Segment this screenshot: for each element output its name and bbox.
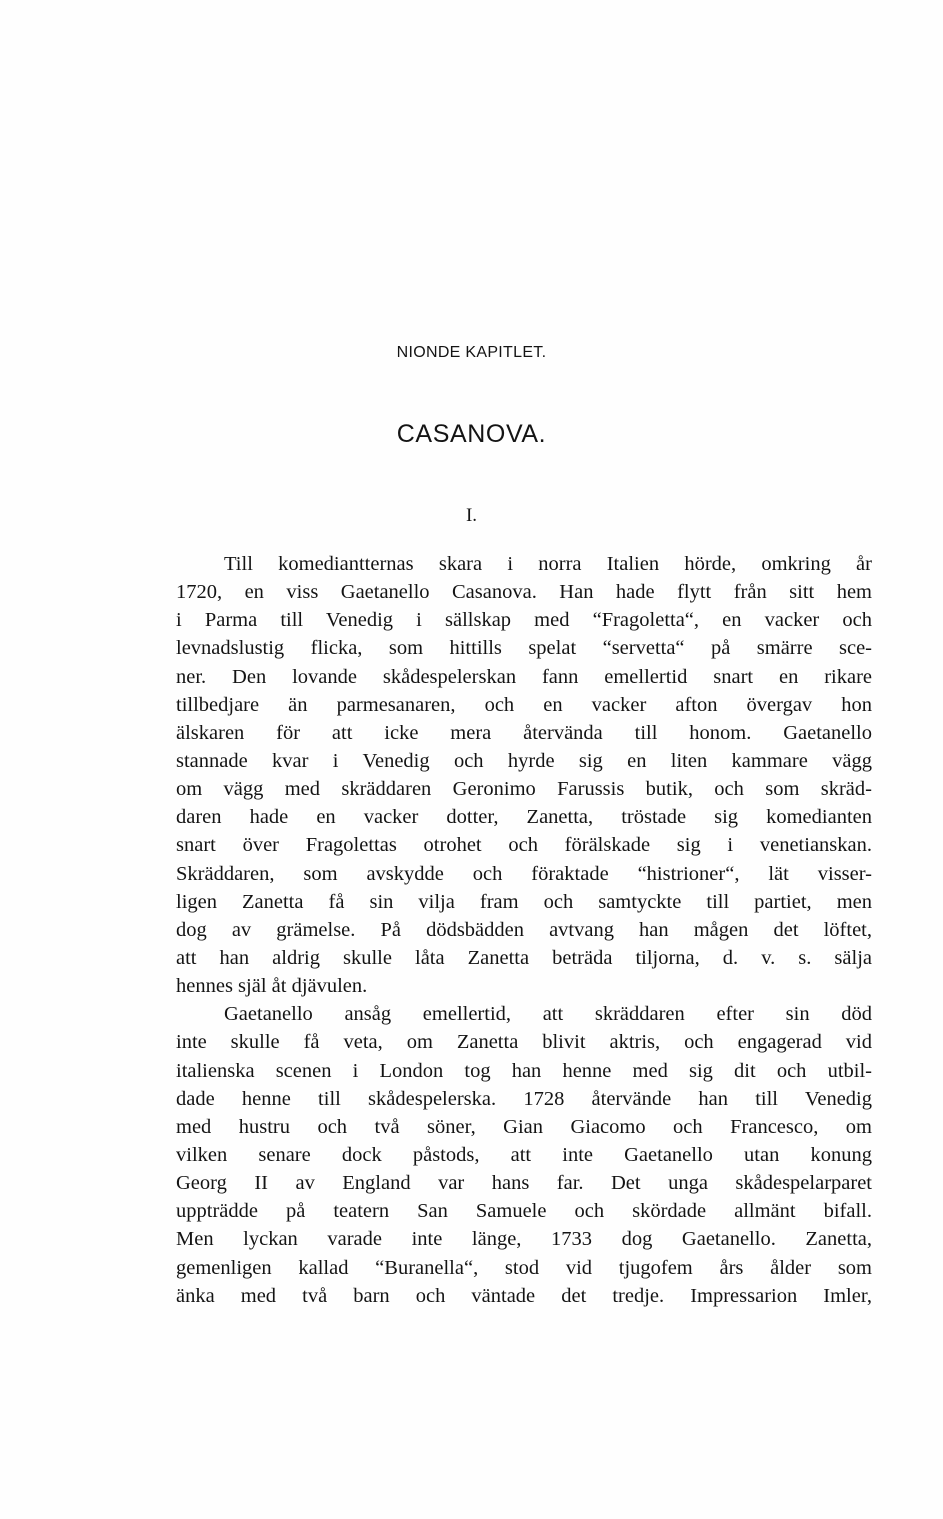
- chapter-title: CASANOVA.: [396, 420, 547, 448]
- text-line: vilken senare dock påstods, att inte Gaetanello utan konung: [176, 1143, 872, 1166]
- text-line: att han aldrig skulle låta Zanetta beträda tiljorna, d. v. s. sälja: [176, 946, 872, 969]
- text-line: stannade kvar i Venedig och hyrde sig en liten kammare vägg: [176, 749, 872, 772]
- text-line: ligen Zanetta få sin vilja fram och samtyckte till partiet, men: [176, 890, 872, 913]
- text-line: gemenligen kallad “Buranella“, stod vid tjugofem års ålder som: [176, 1256, 872, 1279]
- paragraph: [176, 1000, 872, 1310]
- text-line: italienska scenen i London tog han henne med sig dit och utbil-: [176, 1059, 872, 1082]
- paragraph: [176, 550, 872, 1000]
- text-line: Gaetanello ansåg emellertid, att skräddaren efter sin död: [224, 1003, 872, 1026]
- text-line: Georg II av England var hans far. Det unga skådespelarparet: [176, 1172, 872, 1195]
- text-line: snart över Fragolettas otrohet och förälskade sig i venetianskan.: [176, 834, 872, 857]
- text-line: om vägg med skräddaren Geronimo Farussis butik, och som skräd-: [176, 778, 872, 801]
- text-line: tillbedjare än parmesanaren, och en vacker afton övergav hon: [176, 693, 872, 716]
- text-line: dog av grämelse. På dödsbädden avtvang han mågen det löftet,: [176, 918, 872, 941]
- text-line: Men lyckan varade inte länge, 1733 dog Gaetanello. Zanetta,: [176, 1228, 872, 1251]
- text-line: inte skulle få veta, om Zanetta blivit aktris, och engagerad vid: [176, 1031, 872, 1054]
- text-line: dade henne till skådespelerska. 1728 återvände han till Venedig: [176, 1087, 872, 1110]
- text-line: hennes själ åt djävulen.: [176, 975, 368, 998]
- text-line: älskaren för att icke mera återvända till honom. Gaetanello: [176, 721, 872, 744]
- body-text: [176, 550, 872, 1310]
- text-line: ner. Den lovande skådespelerskan fann emellertid snart en rikare: [176, 665, 872, 688]
- text-line: änka med två barn och väntade det tredje. Impressarion Imler,: [176, 1284, 872, 1307]
- text-line: med hustru och två söner, Gian Giacomo och Francesco, om: [176, 1115, 872, 1138]
- text-line: 1720, en viss Gaetanello Casanova. Han hade flytt från sitt hem: [176, 581, 872, 604]
- text-line: Skräddaren, som avskydde och föraktade “histrioner“, lät visser-: [176, 862, 872, 885]
- text-line: levnadslustig flicka, som hittills spelat “servetta“ på smärre sce-: [176, 637, 872, 660]
- section-number: I.: [465, 505, 478, 526]
- text-line: Till komediantternas skara i norra Italien hörde, omkring år: [224, 553, 872, 575]
- text-line: i Parma till Venedig i sällskap med “Fragoletta“, en vacker och: [176, 609, 872, 632]
- text-line: uppträdde på teatern San Samuele och skördade allmänt bifall.: [176, 1200, 872, 1223]
- text-line: daren hade en vacker dotter, Zanetta, tröstade sig komedianten: [176, 806, 872, 829]
- chapter-label: NIONDE KAPITLET.: [396, 344, 547, 361]
